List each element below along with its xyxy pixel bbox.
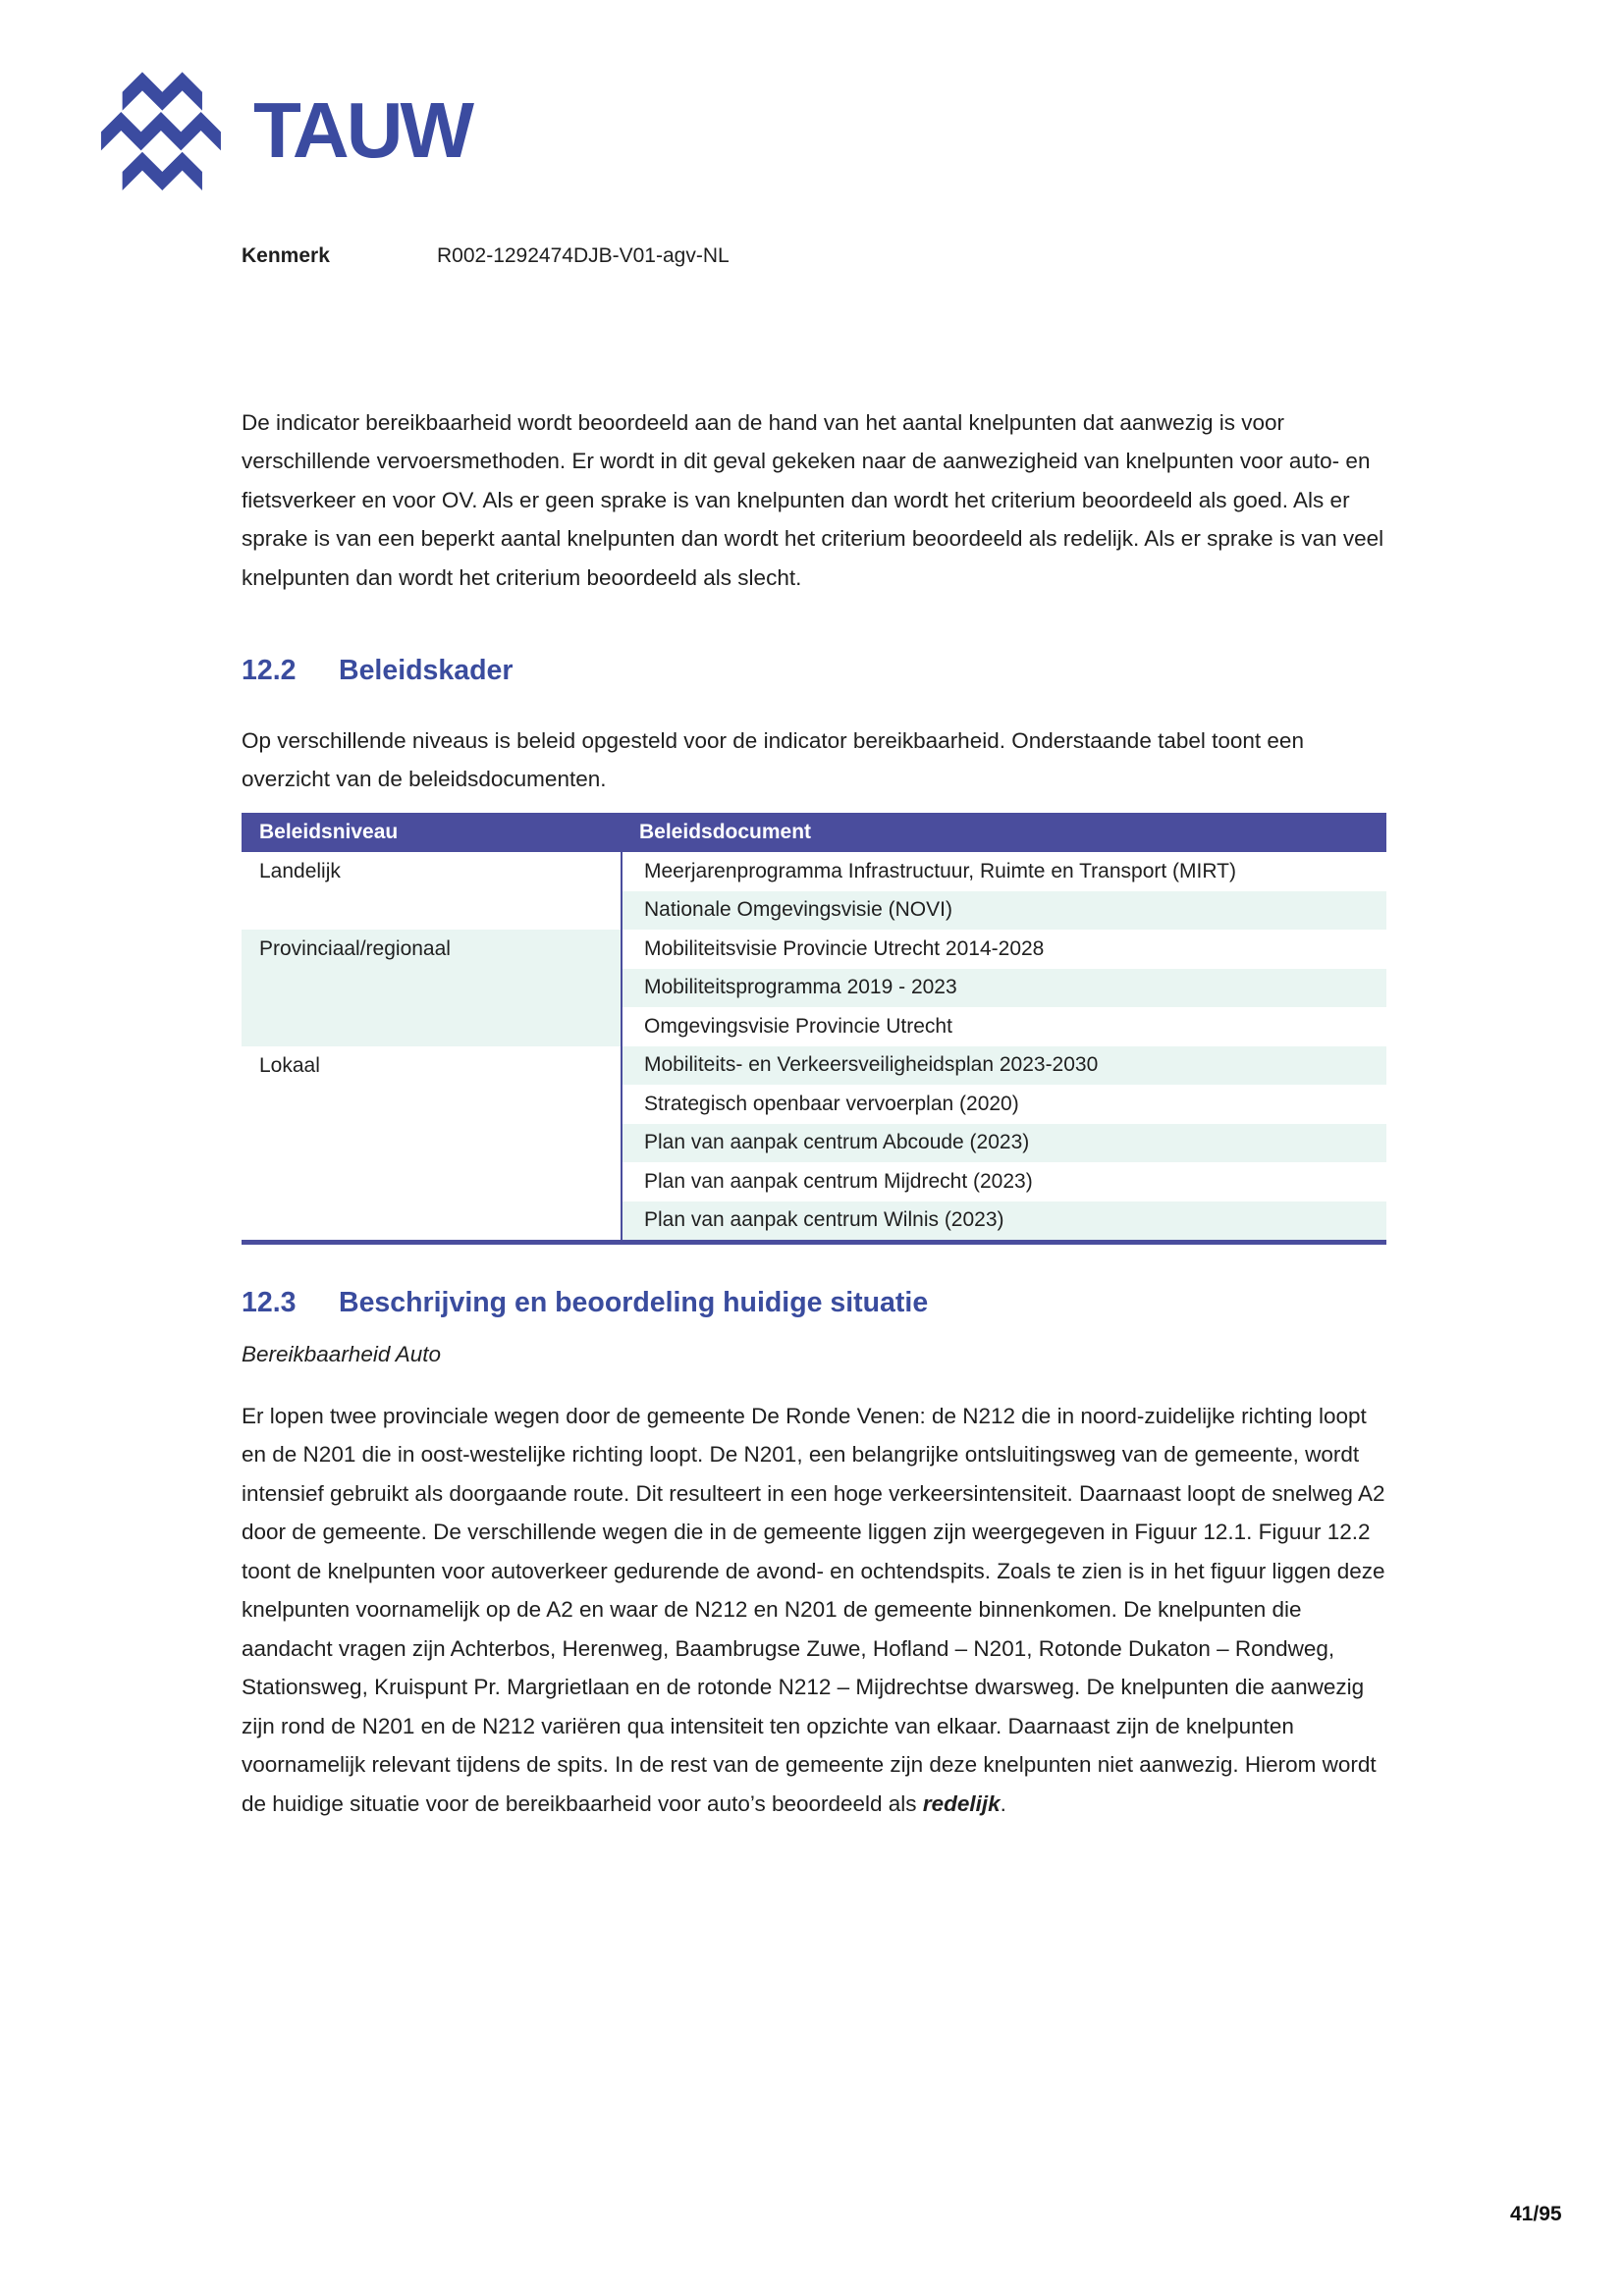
situation-paragraph-text: Er lopen twee provinciale wegen door de gemeente De Ronde Venen: de N212 die in noord-zuidelijke richting loopt en de N201 die in oost-westelijke richting loopt. De N201, een belangrijke ontsluitingsweg van de gemeente, wordt intensief gebruikt als doorgaande route. Dit resulteert in een hoge verkeersintensiteit. Daarnaast loopt de snelweg A2 door de gemeente. De verschillende wegen die in de gemeente liggen zijn weergegeven in Figuur 12.1. Figuur 12.2 toont de knelpunten voor autoverkeer gedurende de avond- en ochtendspits. Zoals te zien is in het figuur liggen deze knelpunten voornamelijk op de A2 en waar de N212 en N201 de gemeente binnenkomen. De knelpunten die aandacht vragen zijn Achterbos, Herenweg, Baambrugse Zuwe, Hofland – N201, Rotonde Dukaton – Rondweg, Stationsweg, Kruispunt Pr. Margrietlaan en de rotonde N212 – Mijdrechtse dwarsweg. De knelpunten die aanwezig zijn rond de N201 en de N212 variëren qua intensiteit ten opzichte van elkaar. Daarnaast zijn de knelpunten voornamelijk relevant tijdens de spits. In de rest van de gemeente zijn deze knelpunten niet aanwezig. Hierom wordt de huidige situatie voor de bereikbaarheid voor auto’s beoordeeld als — [242, 1403, 1385, 1816]
doc-cell: Mobiliteitsvisie Provincie Utrecht 2014-2028 — [622, 930, 1386, 969]
column-header-beleidsniveau: Beleidsniveau — [242, 813, 622, 852]
situation-paragraph — [242, 1397, 1396, 1824]
page-number: 41/95 — [1510, 2203, 1562, 2225]
kenmerk-value: R002-1292474DJB-V01-agv-NL — [437, 244, 730, 267]
table-row — [242, 930, 1386, 969]
tauw-wordmark: TAUW — [253, 86, 471, 174]
doc-cell: Nationale Omgevingsvisie (NOVI) — [622, 891, 1386, 931]
kenmerk-row — [242, 242, 1125, 270]
level-cell-provinciaal: Provinciaal/regionaal — [242, 930, 622, 1046]
section-12-2-title: Beleidskader — [339, 655, 514, 686]
section-12-3-title: Beschrijving en beoordeling huidige situatie — [339, 1287, 929, 1318]
tauw-logo — [96, 71, 471, 190]
table-row — [242, 852, 1386, 891]
sentence-period: . — [1000, 1790, 1006, 1816]
tauw-waves-icon — [96, 71, 234, 190]
doc-cell: Mobiliteits- en Verkeersveiligheidsplan 2023-2030 — [622, 1046, 1386, 1086]
kenmerk-label: Kenmerk — [242, 244, 330, 267]
level-cell-landelijk: Landelijk — [242, 852, 622, 930]
intro-paragraph: De indicator bereikbaarheid wordt beoordeeld aan de hand van het aantal knelpunten dat aanwezig is voor verschillende vervoersmethoden. Er wordt in dit geval gekeken naar de aanwezigheid van knelpunten voor auto- en fietsverkeer en voor OV. Als er geen sprake is van knelpunten dan wordt het criterium beoordeeld als goed. Als er sprake is van een beperkt aantal knelpunten dan wordt het criterium beoordeeld als redelijk. Als er sprake is van veel knelpunten dan wordt het criterium beoordeeld als slecht. — [242, 409, 1384, 590]
section-12-3-number: 12.3 — [242, 1287, 297, 1318]
table-header-row — [242, 813, 1386, 852]
level-cell-lokaal: Lokaal — [242, 1046, 622, 1243]
doc-cell: Plan van aanpak centrum Mijdrecht (2023) — [622, 1162, 1386, 1201]
doc-cell: Strategisch openbaar vervoerplan (2020) — [622, 1085, 1386, 1124]
subsection-title: Bereikbaarheid Auto — [242, 1342, 442, 1366]
table-row — [242, 1046, 1386, 1086]
section-12-2-paragraph: Op verschillende niveaus is beleid opgesteld voor de indicator bereikbaarheid. Onderstaande tabel toont een overzicht van de beleidsdocumenten. — [242, 727, 1304, 791]
doc-cell: Mobiliteitsprogramma 2019 - 2023 — [622, 969, 1386, 1008]
column-header-beleidsdocument: Beleidsdocument — [622, 813, 1386, 852]
policy-table — [242, 813, 1386, 1245]
doc-cell: Meerjarenprogramma Infrastructuur, Ruimte en Transport (MIRT) — [622, 852, 1386, 891]
section-12-2-number: 12.2 — [242, 655, 297, 686]
section-12-3-heading — [242, 1286, 928, 1319]
emphasis-redelijk: redelijk — [922, 1790, 1001, 1816]
doc-cell: Omgevingsvisie Provincie Utrecht — [622, 1007, 1386, 1046]
doc-cell: Plan van aanpak centrum Abcoude (2023) — [622, 1124, 1386, 1163]
doc-cell: Plan van aanpak centrum Wilnis (2023) — [622, 1201, 1386, 1243]
section-12-2-heading — [242, 654, 513, 687]
